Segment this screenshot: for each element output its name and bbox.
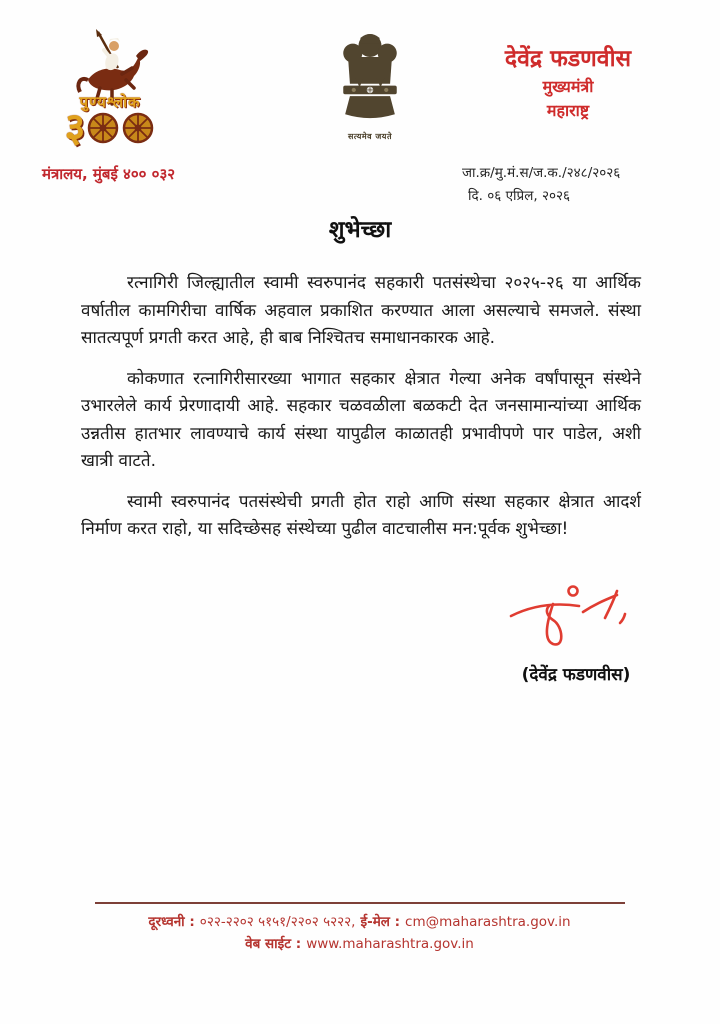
letter-paragraph: रत्नागिरी जिल्ह्यातील स्वामी स्वरुपानंद सहकारी पतसंस्थेचा २०२५-२६ या आर्थिक वर्षातील कामगिरीचा वार्षिक अहवाल प्रकाशित करण्यात आला असल्याचे समजले. संस्था सातत्यपूर्ण प्रगती करत आहे, ही बाब निश्चितच समाधानकारक आहे. xyxy=(81,273,641,348)
chariot-wheel-icon xyxy=(86,111,120,145)
email-link[interactable]: cm@maharashtra.gov.in xyxy=(405,914,571,930)
satyameva-jayate-caption: सत्यमेव जयते xyxy=(347,132,393,141)
footer-line-phone-email xyxy=(0,911,720,933)
letter-body xyxy=(81,270,641,557)
reference-number: जा.क्र/मु.मं.स/ज.क./२४८/२०२६ xyxy=(462,165,621,181)
reference-date: दि. ०६ एप्रिल, २०२६ xyxy=(468,188,571,204)
mantralaya-address: मंत्रालय, मुंबई ४०० ०३२ xyxy=(42,165,176,183)
phone-value: ०२२-२२०२ ५१५१/२२०२ ५२२२, xyxy=(199,914,356,930)
officer-name: देवेंद्र फडणवीस xyxy=(504,46,632,72)
letter-title: शुभेच्छा xyxy=(328,217,392,243)
officer-block xyxy=(452,44,684,123)
logo-title: पुण्यश्लोक xyxy=(79,93,141,111)
email-label: ई-मेल : xyxy=(360,914,401,930)
punyashlok-300-logo xyxy=(42,28,178,168)
reference-block xyxy=(462,162,620,208)
logo-digit-3: ३ xyxy=(64,105,86,151)
phone-label: दूरध्वनी : xyxy=(148,914,195,930)
ashoka-lion-capital-icon xyxy=(327,30,413,126)
signatory-name: (देवेंद्र फडणवीस) xyxy=(521,665,631,685)
officer-designation: मुख्यमंत्री xyxy=(542,77,594,96)
website-link[interactable]: www.maharashtra.gov.in xyxy=(306,936,474,952)
website-label: वेब साईट : xyxy=(245,936,302,952)
officer-state: महाराष्ट्र xyxy=(546,101,590,120)
footer-line-website xyxy=(0,933,720,955)
national-emblem xyxy=(300,30,440,142)
letter-paragraph: कोकणात रत्नागिरीसारख्या भागात सहकार क्षेत्रात गेल्या अनेक वर्षांपासून संस्थेने उभारलेले कार्य प्रेरणादायी आहे. सहकार चळवळीला बळकटी देत जनसामान्यांच्या आर्थिक उन्नतीस हातभार लावण्याचे कार्य संस्था यापुढील काळातही प्रभावीपणे पार पाडेल, अशी खात्री वाटते. xyxy=(81,368,641,471)
logo-300 xyxy=(46,105,174,151)
handwritten-signature-icon xyxy=(501,582,651,654)
footer-contact xyxy=(0,911,720,955)
signature-block xyxy=(486,582,666,685)
letter-paragraph: स्वामी स्वरुपानंद पतसंस्थेची प्रगती होत राहो आणि संस्था सहकार क्षेत्रात आदर्श निर्माण करत राहो, या सदिच्छेसह संस्थेच्या पुढील वाटचालीस मन:पूर्वक शुभेच्छा! xyxy=(81,491,641,539)
chariot-wheel-icon xyxy=(121,111,155,145)
footer-divider xyxy=(95,902,625,904)
